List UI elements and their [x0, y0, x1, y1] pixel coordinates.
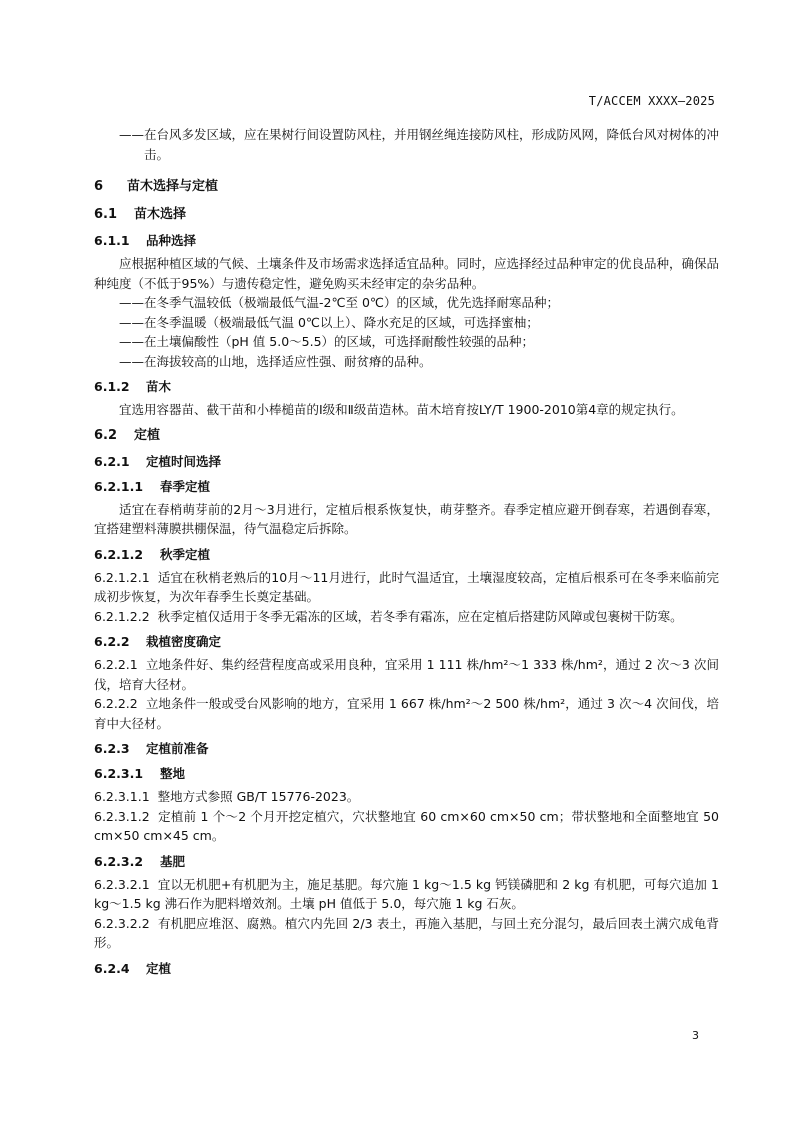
section-6-2-2-heading: 6.2.2 栽植密度确定 [94, 634, 222, 649]
document-body [94, 125, 719, 982]
numbered-clause: 6.2.3.2.2 有机肥应堆沤、腐熟。植穴内先回 2/3 表土，再施入基肥，与回土充分混匀，最后回表土满穴成龟背形。 [94, 915, 719, 950]
list-item: ——在土壤偏酸性（pH 值 5.0～5.5）的区域，可选择耐酸性较强的品种； [119, 334, 535, 349]
section-6-1-1-heading: 6.1.1 品种选择 [94, 233, 197, 248]
section-6-1-heading: 6.1 苗木选择 [94, 207, 187, 222]
paragraph-variety: 应根据种植区域的气候、土壤条件及市场需求选择适宜品种。同时，应选择经过品种审定的优良品种，确保品种纯度（不低于95%）与遗传稳定性，避免购买未经审定的杂劣品种。 [94, 256, 720, 291]
section-6-1-2-heading: 6.1.2 苗木 [94, 379, 172, 394]
section-6-2-1-heading: 6.2.1 定植时间选择 [94, 453, 222, 469]
section-6-heading: 6 苗木选择与定植 [94, 179, 219, 194]
section-6-2-4-heading: 6.2.4 定植 [94, 960, 172, 976]
list-item: ——在冬季温暖（极端最低气温 0℃以上）、降水充足的区域，可选择蜜柚； [119, 314, 539, 330]
intro-list-item: ——在台风多发区域，应在果树行间设置防风柱，并用钢丝绳连接防风柱，形成防风网，降低台风对树体的冲击。 [119, 127, 720, 162]
section-6-2-3-heading: 6.2.3 定植前准备 [94, 741, 209, 756]
numbered-clause: 6.2.1.2.2 秋季定植仅适用于冬季无霜冻的区域，若冬季有霜冻，应在定植后搭建防风障或包裹树干防寒。 [94, 608, 683, 624]
section-6-2-1-1-heading: 6.2.1.1 春季定植 [94, 478, 211, 494]
paragraph-spring-planting: 适宜在春梢萌芽前的2月～3月进行，定植后根系恢复快，萌芽整齐。春季定植应避开倒春寒，若遇倒春寒，宜搭建塑料薄膜拱棚保温，待气温稳定后拆除。 [94, 501, 719, 536]
section-6-2-heading: 6.2 定植 [94, 427, 161, 443]
numbered-clause: 6.2.1.2.1 适宜在秋梢老熟后的10月～11月进行，此时气温适宜，土壤湿度较高，定植后根系可在冬季来临前完成初步恢复，为次年春季生长奠定基础。 [94, 569, 719, 604]
numbered-clause: 6.2.2.2 立地条件一般或受台风影响的地方，宜采用 1 667 株/hm²～2 500 株/hm²，通过 3 次～4 次间伐，培育中大径材。 [94, 696, 719, 731]
paragraph-seedling: 宜选用容器苗、截干苗和小棒槌苗的Ⅰ级和Ⅱ级苗造林。苗木培育按LY/T 1900-2010第4章的规定执行。 [119, 402, 684, 417]
list-item: ——在冬季气温较低（极端最低气温-2℃至 0℃）的区域，优先选择耐寒品种； [119, 295, 559, 310]
list-item: ——在海拔较高的山地，选择适应性强、耐贫瘠的品种。 [119, 353, 432, 369]
section-6-2-3-1-heading: 6.2.3.1 整地 [94, 766, 186, 781]
numbered-clause: 6.2.3.2.1 宜以无机肥+有机肥为主，施足基肥。每穴施 1 kg～1.5 kg 钙镁磷肥和 2 kg 有机肥，可每穴追加 1 kg～1.5 kg 沸石作为肥料增效剂。土壤 pH 值低于 5.0，每穴施 1 kg 石灰。 [94, 876, 719, 911]
section-6-2-3-2-heading: 6.2.3.2 基肥 [94, 853, 186, 869]
numbered-clause: 6.2.3.1.1 整地方式参照 GB/T 15776-2023。 [94, 789, 360, 804]
numbered-clause: 6.2.3.1.2 定植前 1 个～2 个月开挖定植穴，穴状整地宜 60 cm×60 cm×50 cm；带状整地和全面整地宜 50 cm×50 cm×45 cm。 [94, 808, 719, 843]
numbered-clause: 6.2.2.1 立地条件好、集约经营程度高或采用良种，宜采用 1 111 株/hm²～1 333 株/hm²，通过 2 次～3 次间伐，培育大径材。 [94, 657, 719, 692]
page-number: 3 [692, 1029, 699, 1042]
document-code-header: T/ACCEM XXXX—2025 [588, 94, 715, 108]
section-6-2-1-2-heading: 6.2.1.2 秋季定植 [94, 546, 211, 562]
